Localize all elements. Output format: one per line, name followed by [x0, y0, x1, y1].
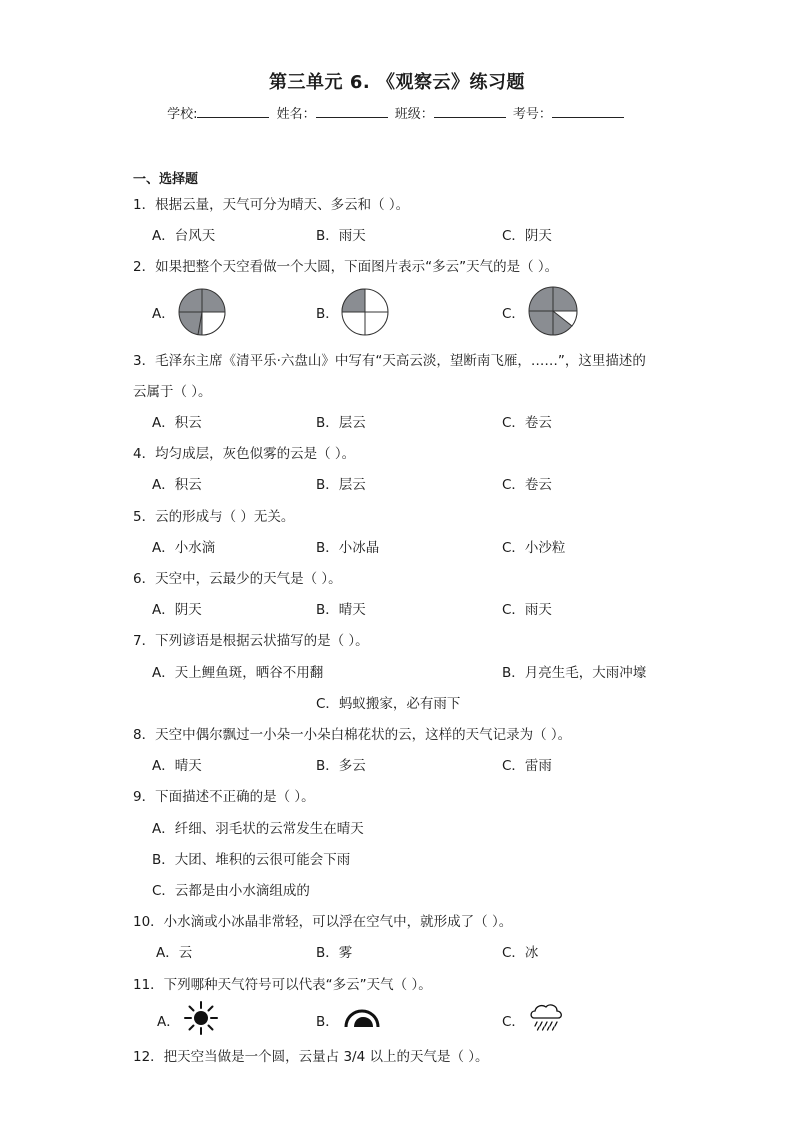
question-3: 3．毛泽东主席《清平乐·六盘山》中写有“天高云淡，望断南飞雁，……”，这里描述的 [133, 353, 646, 369]
q3-option-a[interactable]: A．积云 [152, 415, 202, 431]
question-1: 1．根据云量，天气可分为晴天、多云和（ ）。 [133, 197, 410, 213]
section-heading: 一、选择题 [133, 172, 199, 187]
q2-pie-c-icon [527, 285, 579, 337]
question-8: 8．天空中偶尔飘过一小朵一小朵白棉花状的云，这样的天气记录为（ ）。 [133, 727, 572, 743]
q9-option-b[interactable]: B．大团、堆积的云很可能会下雨 [152, 852, 351, 868]
student-info-row [0, 103, 794, 122]
class-blank[interactable] [434, 105, 506, 118]
q5-option-a[interactable]: A．小水滴 [152, 540, 216, 556]
q2-option-c[interactable]: C． [502, 306, 525, 322]
q3-option-b[interactable]: B．层云 [316, 415, 366, 431]
q11-option-a[interactable]: A． [157, 1014, 180, 1030]
sun-icon [184, 1001, 218, 1035]
question-11: 11．下列哪种天气符号可以代表“多云”天气（ ）。 [133, 977, 432, 993]
q9-option-c[interactable]: C．云都是由小水滴组成的 [152, 883, 310, 899]
q3-option-c[interactable]: C．卷云 [502, 415, 552, 431]
q6-option-b[interactable]: B．晴天 [316, 602, 366, 618]
q8-option-b[interactable]: B．多云 [316, 758, 366, 774]
rain-cloud-icon [528, 1002, 564, 1032]
name-label: 姓名： [276, 107, 316, 122]
q7-option-c[interactable]: C．蚂蚁搬家，必有雨下 [316, 696, 461, 712]
partly-cloudy-icon [342, 1005, 382, 1031]
q8-option-c[interactable]: C．雷雨 [502, 758, 552, 774]
q11-option-b[interactable]: B． [316, 1014, 339, 1030]
q2-pie-b-icon [340, 287, 390, 337]
q10-option-a[interactable]: A．云 [156, 945, 193, 961]
q10-option-b[interactable]: B．雾 [316, 945, 353, 961]
q8-option-a[interactable]: A．晴天 [152, 758, 202, 774]
q10-option-c[interactable]: C．冰 [502, 945, 539, 961]
q6-option-a[interactable]: A．阴天 [152, 602, 202, 618]
q6-option-c[interactable]: C．雨天 [502, 602, 552, 618]
school-blank[interactable] [197, 105, 269, 118]
name-blank[interactable] [316, 105, 388, 118]
q2-pie-a-icon [177, 287, 227, 337]
school-label: 学校: [167, 107, 198, 122]
q4-option-b[interactable]: B．层云 [316, 477, 366, 493]
page-title: 第三单元 6. 《观察云》练习题 [269, 72, 525, 93]
question-3-line-2: 云属于（ ）。 [133, 384, 212, 400]
q2-option-b[interactable]: B． [316, 306, 339, 322]
question-6: 6．天空中，云最少的天气是（ ）。 [133, 571, 342, 587]
class-label: 班级： [394, 107, 434, 122]
q1-option-b[interactable]: B．雨天 [316, 228, 366, 244]
exam-number-label: 考号： [512, 107, 552, 122]
q2-option-a[interactable]: A． [152, 306, 175, 322]
q4-option-a[interactable]: A．积云 [152, 477, 202, 493]
q4-option-c[interactable]: C．卷云 [502, 477, 552, 493]
q11-option-c[interactable]: C． [502, 1014, 525, 1030]
question-4: 4．均匀成层，灰色似雾的云是（ ）。 [133, 446, 356, 462]
q5-option-c[interactable]: C．小沙粒 [502, 540, 566, 556]
question-9: 9．下面描述不正确的是（ ）。 [133, 789, 315, 805]
q9-option-a[interactable]: A．纤细、羽毛状的云常发生在晴天 [152, 821, 364, 837]
exam-number-blank[interactable] [552, 105, 624, 118]
question-2: 2．如果把整个天空看做一个大圆，下面图片表示“多云”天气的是（ ）。 [133, 259, 559, 275]
q7-option-a[interactable]: A．天上鲤鱼斑，晒谷不用翻 [152, 665, 324, 681]
q5-option-b[interactable]: B．小冰晶 [316, 540, 380, 556]
question-7: 7．下列谚语是根据云状描写的是（ ）。 [133, 633, 369, 649]
q7-option-b[interactable]: B．月亮生毛，大雨冲壕 [502, 665, 647, 681]
q1-option-c[interactable]: C．阴天 [502, 228, 552, 244]
question-12: 12．把天空当做是一个圆，云量占 3/4 以上的天气是（ ）。 [133, 1049, 489, 1065]
question-10: 10．小水滴或小冰晶非常轻，可以浮在空气中，就形成了（ ）。 [133, 914, 513, 930]
question-5: 5．云的形成与（ ）无关。 [133, 509, 295, 525]
q1-option-a[interactable]: A．台风天 [152, 228, 216, 244]
